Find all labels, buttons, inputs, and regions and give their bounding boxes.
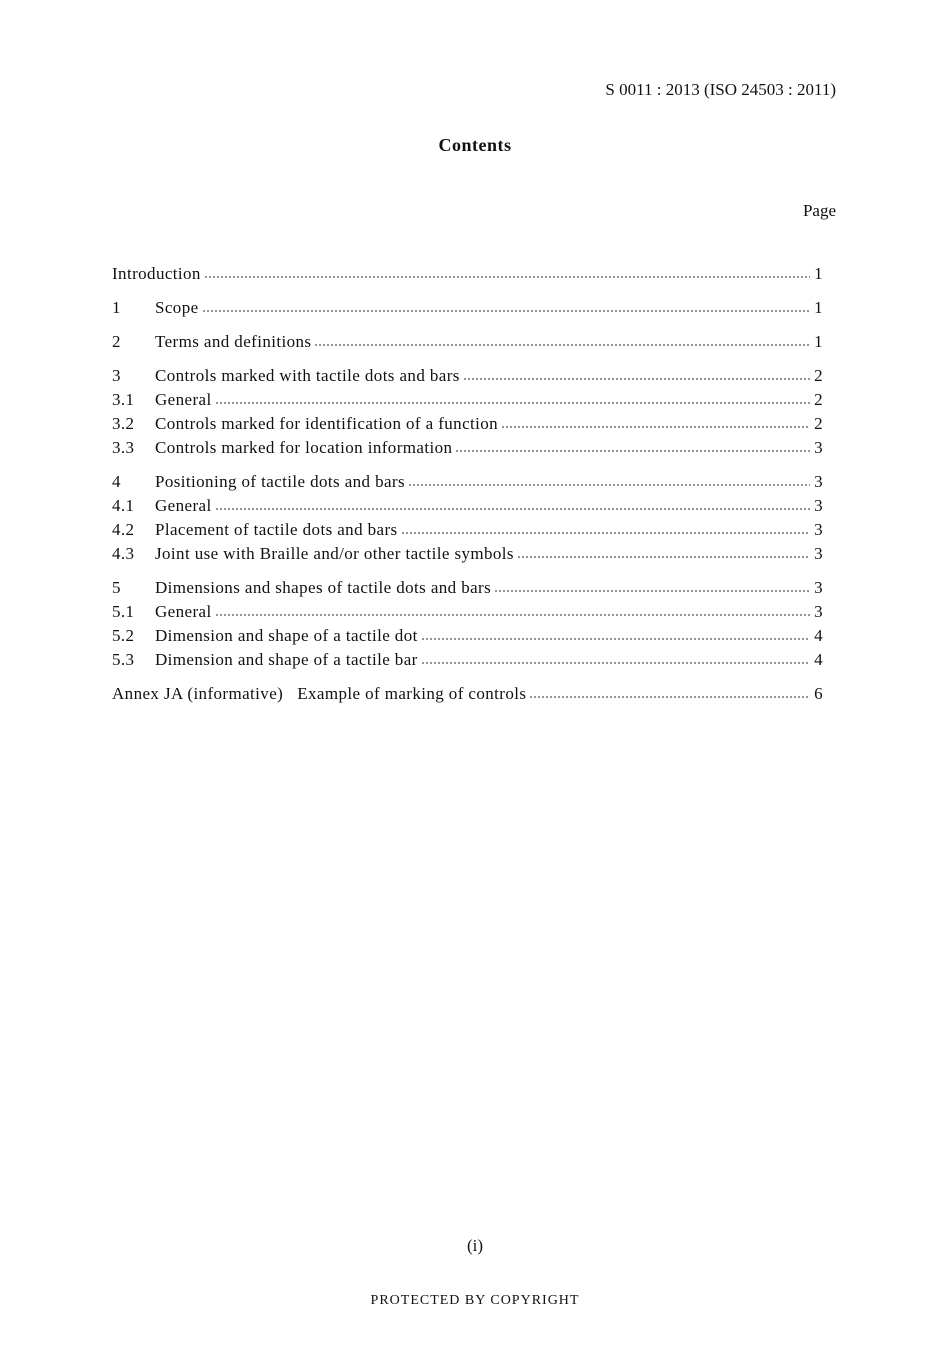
toc-entry-page: 4: [814, 650, 823, 669]
toc-entry[interactable]: [112, 600, 823, 624]
toc-group: [112, 296, 823, 320]
toc-group: [112, 682, 823, 706]
annex-title: Example of marking of controls: [297, 684, 527, 703]
toc-entry-page: 2: [814, 390, 823, 409]
toc-entry-number: 5.3: [112, 650, 135, 669]
toc-entry-number: 5.1: [112, 602, 135, 621]
page-column-label: Page: [802, 201, 836, 220]
annex-label: Annex JA (informative): [112, 684, 284, 703]
toc-entry-page: 3: [814, 438, 823, 457]
toc-entry[interactable]: [112, 494, 823, 518]
toc-entry[interactable]: [112, 330, 823, 354]
toc-entry-page: 4: [814, 626, 823, 645]
dot-leader: [215, 614, 810, 616]
toc-entry-page: 3: [814, 496, 823, 515]
toc-entry[interactable]: [112, 388, 823, 412]
dot-leader: [455, 450, 810, 452]
toc-entry-number: 3.3: [112, 438, 135, 457]
toc-entry-number: 4.1: [112, 496, 135, 515]
dot-leader: [494, 590, 810, 592]
toc-group: [112, 576, 823, 672]
dot-leader: [463, 378, 810, 380]
toc-entry-number: 4.3: [112, 544, 135, 563]
toc-entry-title: Dimension and shape of a tactile bar: [155, 650, 418, 669]
toc-entry[interactable]: [112, 436, 823, 460]
dot-leader: [215, 402, 810, 404]
toc-entry[interactable]: [112, 364, 823, 388]
toc-entry-number: 3: [112, 366, 121, 385]
toc-entry-number: 4.2: [112, 520, 135, 539]
toc-entry-title: Controls marked for location information: [155, 438, 453, 457]
toc-entry-title: Dimension and shape of a tactile dot: [155, 626, 418, 645]
toc-entry-title: Positioning of tactile dots and bars: [155, 472, 406, 491]
toc-group: [112, 364, 823, 460]
dot-leader: [421, 638, 810, 640]
toc-entry-number: 2: [112, 332, 121, 351]
toc-entry-title: General: [155, 602, 212, 621]
dot-leader: [314, 344, 810, 346]
toc-entry-page: 1: [814, 332, 823, 351]
toc-entry-page: 3: [814, 602, 823, 621]
toc-entry-title: General: [155, 390, 212, 409]
dot-leader: [517, 556, 810, 558]
toc-entry-page: 3: [814, 578, 823, 597]
toc-entry-page: 1: [814, 298, 823, 317]
toc-entry[interactable]: [112, 262, 823, 286]
toc-entry-title: Joint use with Braille and/or other tactile symbols: [155, 544, 514, 563]
toc-group: [112, 470, 823, 566]
toc-entry-number: 3.2: [112, 414, 135, 433]
table-of-contents: [112, 262, 823, 706]
annex-page: 6: [814, 684, 823, 703]
dot-leader: [204, 276, 810, 278]
dot-leader: [529, 696, 810, 698]
dot-leader: [501, 426, 810, 428]
toc-entry[interactable]: [112, 296, 823, 320]
toc-group: [112, 330, 823, 354]
toc-entry[interactable]: [112, 648, 823, 672]
toc-entry-number: 1: [112, 298, 121, 317]
toc-entry[interactable]: [112, 542, 823, 566]
toc-entry-title: Controls marked with tactile dots and bars: [155, 366, 460, 385]
page-folio: (i): [466, 1236, 484, 1255]
toc-entry-page: 3: [814, 472, 823, 491]
toc-entry-page: 2: [814, 366, 823, 385]
dot-leader: [202, 310, 810, 312]
toc-entry-title: Terms and definitions: [155, 332, 312, 351]
toc-entry[interactable]: [112, 470, 823, 494]
toc-entry-number: 5.2: [112, 626, 135, 645]
toc-entry-page: 1: [814, 264, 823, 283]
toc-entry-page: 3: [814, 520, 823, 539]
page-title: Contents: [438, 135, 512, 155]
toc-entry-title: Controls marked for identification of a function: [155, 414, 499, 433]
toc-entry-title: Introduction: [112, 264, 201, 283]
toc-entry[interactable]: [112, 412, 823, 436]
toc-entry-title: Dimensions and shapes of tactile dots and bars: [155, 578, 492, 597]
copyright-notice: PROTECTED BY COPYRIGHT: [370, 1293, 580, 1308]
toc-group: [112, 262, 823, 286]
dot-leader: [421, 662, 810, 664]
toc-entry-number: 5: [112, 578, 121, 597]
toc-entry-number: 4: [112, 472, 121, 491]
toc-entry-page: 2: [814, 414, 823, 433]
toc-entry-page: 3: [814, 544, 823, 563]
dot-leader: [215, 508, 810, 510]
dot-leader: [408, 484, 810, 486]
toc-entry[interactable]: [112, 624, 823, 648]
toc-entry-title: General: [155, 496, 212, 515]
toc-entry-number: 3.1: [112, 390, 135, 409]
dot-leader: [401, 532, 810, 534]
toc-entry[interactable]: [112, 682, 823, 706]
document-standard-id: S 0011 : 2013 (ISO 24503 : 2011): [605, 80, 836, 99]
toc-entry[interactable]: [112, 518, 823, 542]
toc-entry[interactable]: [112, 576, 823, 600]
toc-entry-title: Placement of tactile dots and bars: [155, 520, 398, 539]
toc-entry-title: Scope: [155, 298, 199, 317]
